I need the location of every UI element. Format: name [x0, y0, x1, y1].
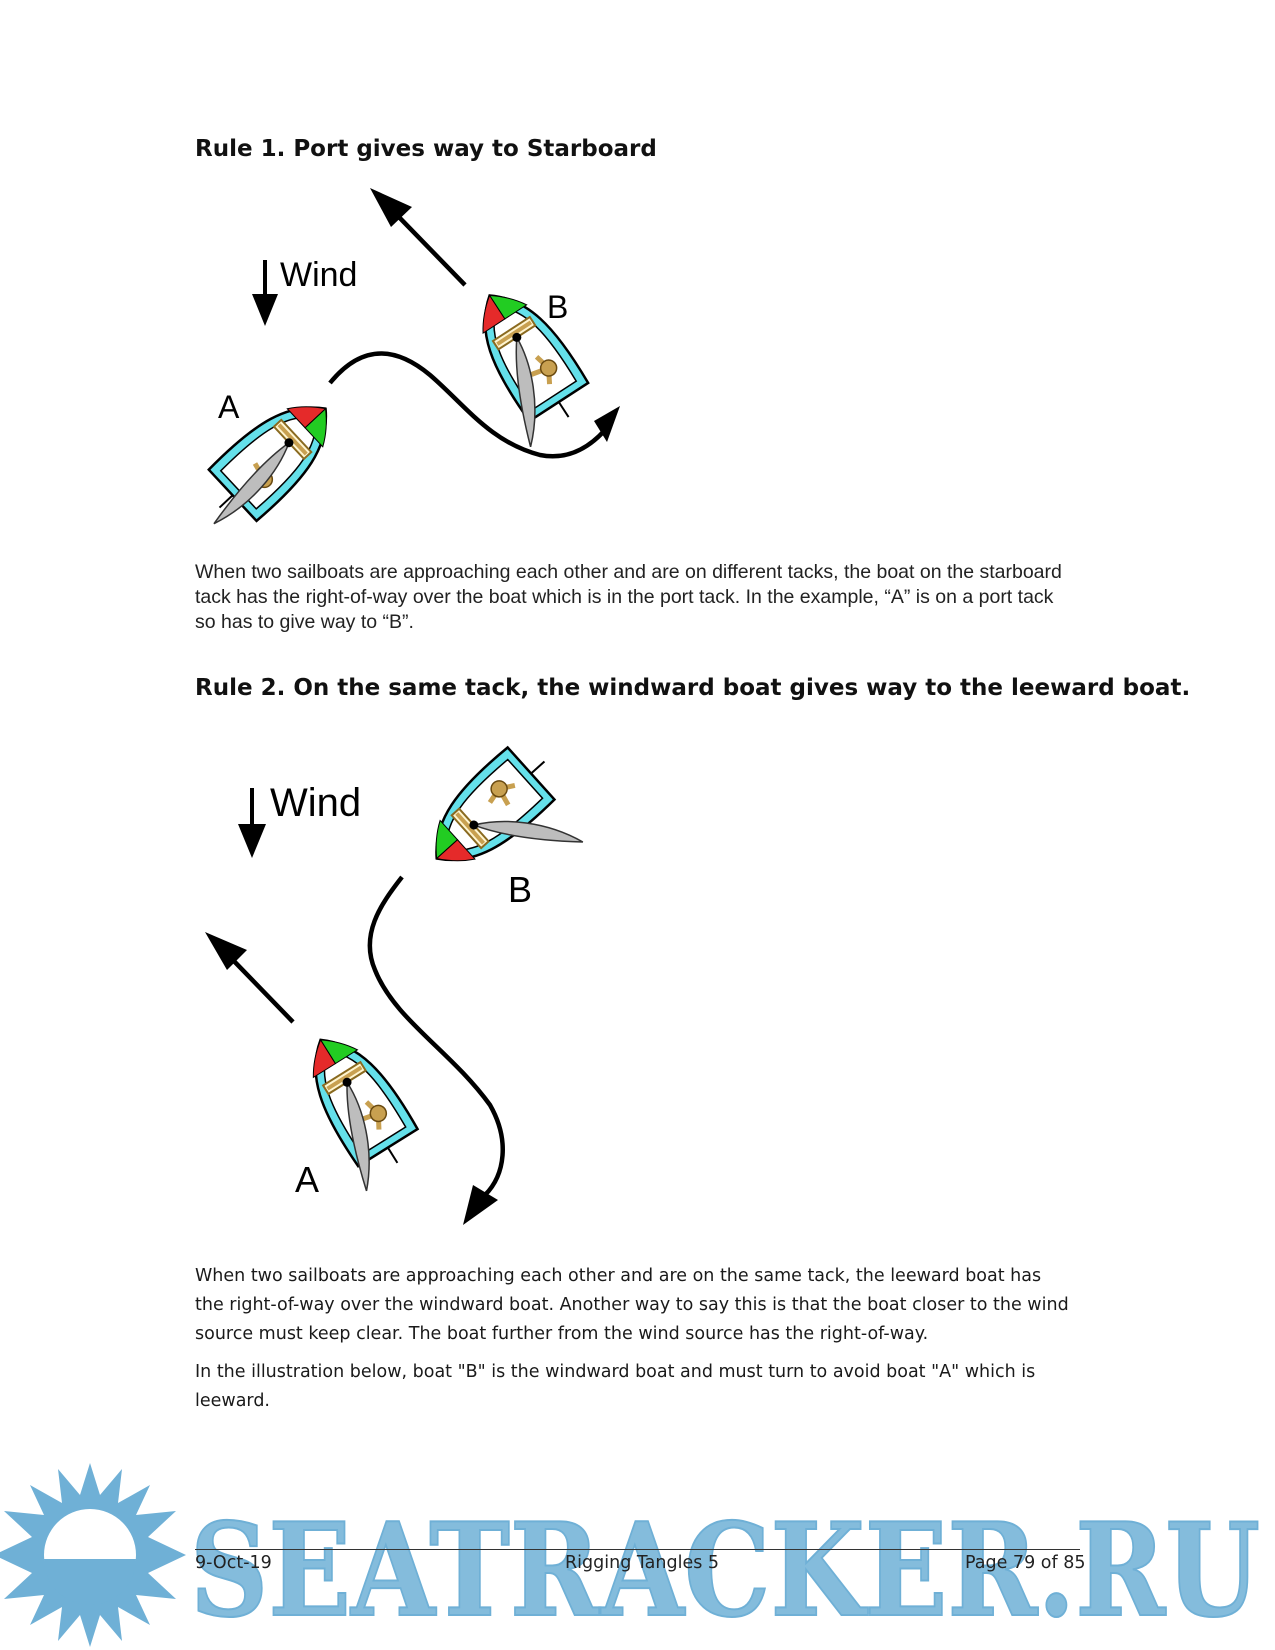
- rule2-paragraph-2: In the illustration below, boat "B" is the windward boat and must turn to avoid boat "A" which is leeward.: [195, 1362, 1036, 1411]
- boat-a-label: A: [218, 389, 240, 425]
- boat-b-icon: [413, 735, 595, 927]
- rule2-diagram: [195, 720, 595, 1300]
- rule1-diagram: [195, 180, 655, 550]
- boat-b-label: B: [547, 289, 569, 325]
- rule1-heading: Rule 1. Port gives way to Starboard: [195, 136, 657, 162]
- watermark-text: SEATRACKER.RU: [190, 1496, 1260, 1646]
- rule2-paragraph-1: When two sailboats are approaching each other and are on the same tack, the leeward boat has the right-of-way over the windward boat. Another way to say this is that the boat closer to the wind source must keep clear. The boat further from the wind source has the right-of-way.: [195, 1266, 1069, 1344]
- boat-b-icon: [440, 276, 602, 455]
- boat-b-course-arrow-icon: [370, 877, 503, 1225]
- boat-b-course-arrow-icon: [370, 188, 465, 285]
- footer-date: 9-Oct-19: [195, 1553, 272, 1573]
- boat-b-label: B: [508, 869, 533, 910]
- boat-a-course-arrow-icon: [205, 932, 293, 1022]
- boat-a-label: A: [295, 1159, 320, 1200]
- sun-logo-icon: [0, 1463, 186, 1647]
- footer-title: Rigging Tangles 5: [565, 1553, 720, 1573]
- rule1-paragraph: When two sailboats are approaching each other and are on different tacks, the boat on the starboard tack has the right-of-way over the boat which is in the port tack. In the example, “A” is on a port tack so has to give way to “B”.: [195, 561, 1062, 633]
- wind-arrow-icon: [238, 788, 266, 858]
- wind-label: Wind: [280, 256, 358, 294]
- rule2-heading: Rule 2. On the same tack, the windward boat gives way to the leeward boat.: [195, 675, 1191, 701]
- wind-label: Wind: [270, 781, 362, 825]
- footer-divider: [195, 1549, 1080, 1550]
- wind-arrow-icon: [252, 260, 278, 326]
- footer-page-number: Page 79 of 85: [965, 1553, 1086, 1573]
